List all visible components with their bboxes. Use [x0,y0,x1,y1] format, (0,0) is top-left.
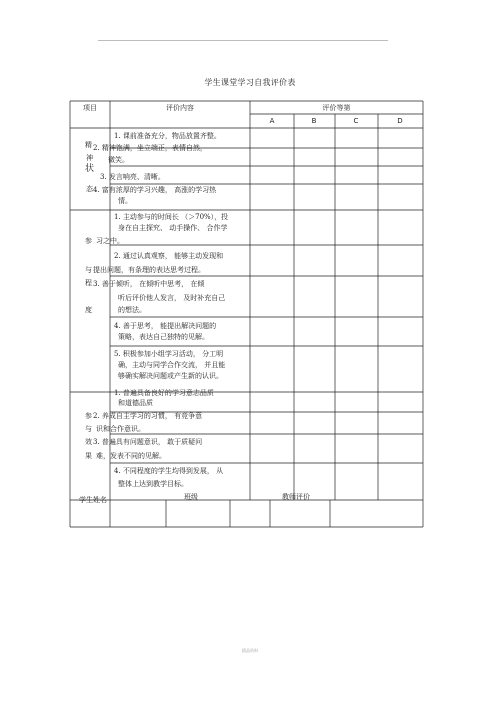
section-label-char: 参 [85,237,92,245]
section-label-char: 度 [85,306,92,314]
section-label-char: 程 [85,279,92,287]
criterion-text: 确，主动与同学合作交流， 并且能 [118,361,226,369]
top-divider [98,40,388,41]
col-header-grades: 评价等第 [322,104,351,112]
criterion-text: 4. 不同程度的学生均得到发展， 从 [114,467,224,475]
criterion-text: 1. 主动参与的时间长 （＞70%），投 [114,213,229,221]
section-label-char: 与 [85,425,92,433]
criterion-text: 2. 通过认真观察， 能够主动发现和 [114,252,224,260]
section-label-char: 效 [85,438,92,446]
criterion-text: 5. 积极参加小组学习活动， 分工明 [114,350,224,358]
criterion-text: 2. 养成自主学习的习惯， 有竞争意 [93,412,203,420]
criterion-text: 的想法。 [118,306,146,314]
section-label-char: 状 [85,164,95,174]
grade-d-header: D [397,117,403,125]
criterion-text: 1. 课前准备充分，物品放置齐整。 [114,132,221,140]
grade-c-header: C [353,117,359,125]
teacher-eval-label: 教师评价 [282,493,310,501]
criterion-text: 策略，表达自己独特的见解。 [118,333,209,341]
criterion-text: 识和合作意识。 [96,425,145,433]
criterion-text: 和道德品质 [118,399,153,407]
section-label-char: 神 [86,154,93,162]
criterion-text: 身在自主探究、 动手操作、 合作学 [118,224,228,232]
criterion-text: 够确实解决问题或产生新的认识。 [118,372,223,380]
criterion-text: 2. 精神饱满，坐立端正，表情自然， [93,144,207,152]
criterion-text: 提出问题，有条理的表达思考过程。 [93,266,205,274]
criterion-text: 难，发表不同的见解。 [96,452,166,460]
page-title: 学生课堂学习自我评价表 [204,78,296,87]
grade-b-header: B [311,117,317,125]
student-name-label: 学生姓名 [79,496,107,504]
section-label-char: 参 [85,412,92,420]
page-footer: 精品资料 [242,648,258,653]
criterion-text: 3. 发言响亮、清晰。 [100,173,165,181]
col-header-item: 项目 [83,104,97,112]
criterion-text: 听后评价他人发言， 及时补充自己 [118,294,226,302]
col-header-content: 评价内容 [166,104,194,112]
criterion-text: 4. 富有浓厚的学习兴趣， 高涨的学习热 [93,186,217,194]
criterion-text: 3. 普遍具有问题意识， 敢于质疑问 [93,438,203,446]
criterion-text: 情。 [118,197,132,205]
criterion-text: 整体上达到教学目标。 [118,480,188,488]
criterion-text: 3. 善于倾听， 在倾听中思考， 在倾 [93,280,205,288]
section-label-char: 精 [85,141,92,149]
criterion-text: 习之中。 [96,237,124,245]
section-label-char: 与 [85,266,92,274]
section-label-char: 果 [85,452,92,460]
grade-a-header: A [269,117,275,125]
criterion-text: 微笑。 [108,156,129,164]
section-label-char: 态 [86,185,93,193]
criterion-text: 4. 善于思考， 能提出解决问题的 [114,322,217,330]
class-label: 班级 [184,493,198,501]
criterion-text: 1. 普遍具备良好的学习意志品质 [114,389,214,397]
